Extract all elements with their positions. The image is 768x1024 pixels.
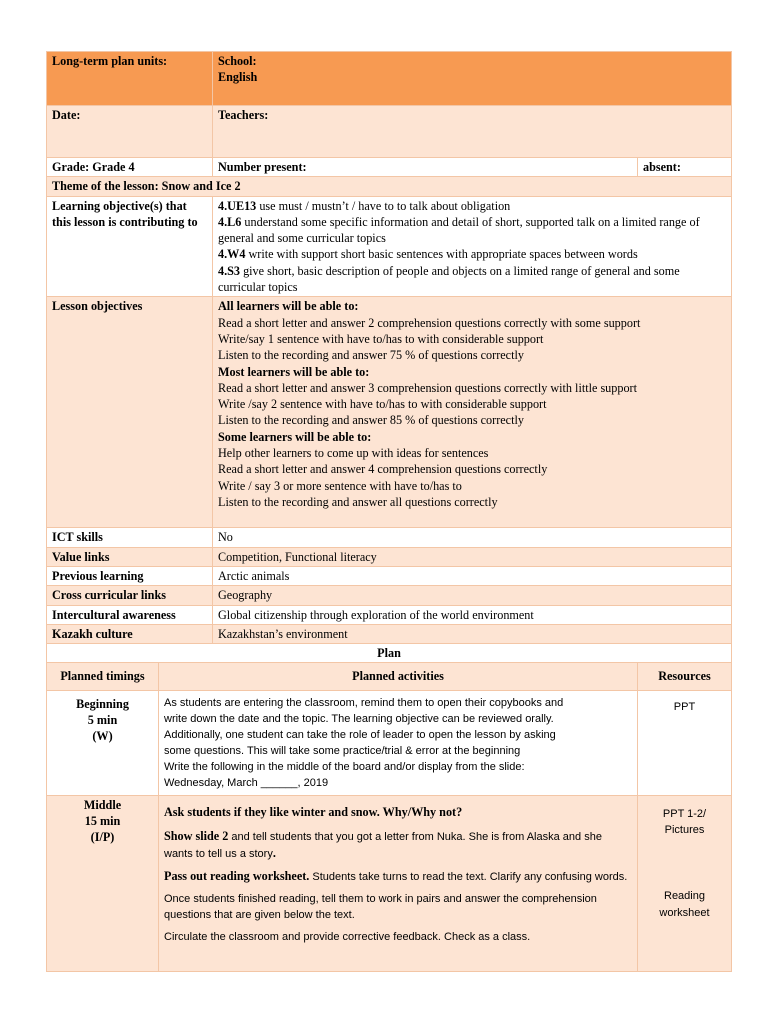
info-row-kazakh-culture [47,624,732,643]
info-label: Cross curricular links [47,586,213,605]
stage-name: Middle [83,797,122,812]
plan-title: Plan [47,644,732,663]
number-present-cell: Number present: [213,158,638,177]
activity-paragraph: Once students finished reading, tell them to work in pairs and answer the comprehension questions that are given below the text. [164,892,597,921]
middle-timing [47,795,159,971]
beginning-activities [159,690,638,795]
info-value: Geography [213,586,732,605]
info-label: ICT skills [47,528,213,547]
learning-objectives-row [47,196,732,297]
header-row [47,52,732,106]
objective-line: Listen to the recording and answer all questions correctly [218,494,498,509]
objective-line: Read a short letter and answer 3 comprehension questions correctly with little support [218,380,638,395]
date-row [47,106,732,158]
objective-line: Listen to the recording and answer 75 % of questions correctly [218,348,524,363]
school-cell [213,52,732,106]
resource-item: PPT 1-2/ Pictures [662,807,707,837]
activity-paragraph: Ask students if they like winter and snow. Why/Why not? [164,804,463,819]
activity-line: As students are entering the classroom, remind them to open their copybooks and [164,696,564,709]
teachers-label: Teachers: [213,106,732,158]
col-resources: Resources [638,663,732,690]
objective-line: Read a short letter and answer 4 comprehension questions correctly [218,462,548,477]
stage-name: Beginning [76,696,129,711]
col-activities: Planned activities [159,663,638,690]
objective-line: Write / say 3 or more sentence with have to/has to [218,478,462,493]
info-row-previous-learning [47,566,732,585]
resource-item: Reading [664,890,705,903]
info-value: No [213,528,732,547]
info-row-cross-curricular [47,586,732,605]
objective-item: 4.L6 understand some specific information and detail of short, supported talk on a limited range of general and some curricular topics [218,214,700,246]
activity-line: Write the following in the middle of the board and/or display from the slide: [164,760,525,773]
info-label: Kazakh culture [47,624,213,643]
learning-objectives-list [213,196,732,297]
stage-mode: (W) [92,729,113,744]
info-value: Kazakhstan’s environment [213,624,732,643]
lesson-objectives-label: Lesson objectives [47,297,213,528]
info-row-ict [47,528,732,547]
info-value: Arctic animals [213,566,732,585]
info-value: Global citizenship through exploration of the world environment [213,605,732,624]
objective-line: Read a short letter and answer 2 comprehension questions correctly with some support [218,315,641,330]
objective-group-heading: All learners will be able to: [218,299,359,314]
school-value: English [218,70,258,85]
info-value: Competition, Functional literacy [213,547,732,566]
objective-line: Write /say 2 sentence with have to/has to with considerable support [218,397,547,412]
info-label: Intercultural awareness [47,605,213,624]
info-label: Value links [47,547,213,566]
date-label: Date: [47,106,213,158]
objective-group-heading: Some learners will be able to: [218,429,372,444]
activity-line: Additionally, one student can take the role of leader to open the lesson by asking [164,728,556,741]
stage-mode: (I/P) [90,830,115,845]
plan-beginning-row [47,690,732,795]
activity-line: some questions. This will take some practice/trial & error at the beginning [164,744,521,757]
lesson-plan-table [46,51,732,972]
resource-item: worksheet [659,906,710,919]
activity-line: write down the date and the topic. The learning objective can be reviewed orally. [164,712,554,725]
grade-cell: Grade: Grade 4 [47,158,213,177]
school-label: School: [218,54,257,68]
activity-paragraph: Show slide 2 and tell students that you got a letter from Nuka. She is from Alaska and she wants to tell us a story. [164,828,602,860]
middle-resources [638,795,732,971]
info-row-intercultural [47,605,732,624]
lesson-objectives-list [213,297,732,528]
middle-activities [159,795,638,971]
grade-row [47,158,732,177]
objective-item: 4.S3 give short, basic description of people and objects on a limited range of general and some curricular topics [218,263,680,295]
info-row-value-links [47,547,732,566]
lesson-objectives-row [47,297,732,528]
activity-line: Wednesday, March ______, 2019 [164,776,329,789]
plan-middle-row [47,795,732,971]
objective-item: 4.UE13 use must / mustn’t / have to to talk about obligation [218,198,511,213]
plan-header-row [47,663,732,690]
info-label: Previous learning [47,566,213,585]
units-label: Long-term plan units: [47,52,213,106]
beginning-resource: PPT [638,690,732,795]
theme-row [47,177,732,196]
absent-cell: absent: [638,158,732,177]
col-timings: Planned timings [47,663,159,690]
stage-time: 5 min [87,713,118,728]
plan-title-row [47,644,732,663]
activity-paragraph: Circulate the classroom and provide corrective feedback. Check as a class. [164,930,531,943]
activity-paragraph: Pass out reading worksheet. Students take turns to read the text. Clarify any confusing words. [164,868,628,883]
beginning-timing [47,690,159,795]
objective-line: Write/say 1 sentence with have to/has to with considerable support [218,331,544,346]
objective-item: 4.W4 write with support short basic sentences with appropriate spaces between words [218,247,638,262]
objective-line: Help other learners to come up with ideas for sentences [218,446,489,461]
objective-line: Listen to the recording and answer 85 % of questions correctly [218,413,524,428]
theme-cell: Theme of the lesson: Snow and Ice 2 [47,177,732,196]
learning-objectives-label: Learning objective(s) that this lesson is contributing to [47,196,213,297]
objective-group-heading: Most learners will be able to: [218,364,370,379]
stage-time: 15 min [84,814,121,829]
